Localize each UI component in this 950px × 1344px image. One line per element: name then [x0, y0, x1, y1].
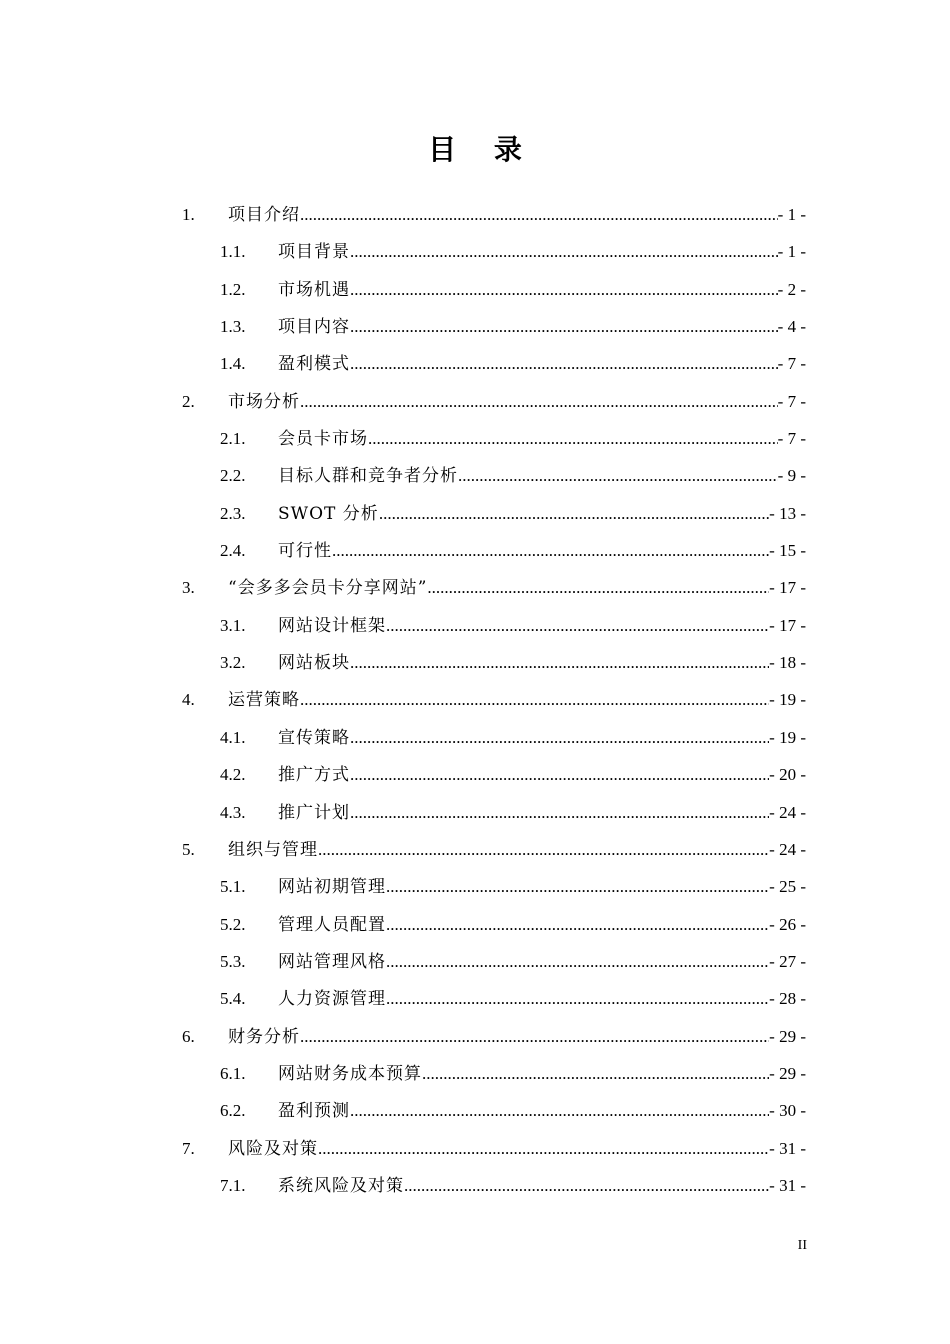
toc-dot-leader	[427, 578, 769, 598]
toc-entry-section[interactable]	[0, 1056, 950, 1093]
toc-entry-number: 5.3.	[220, 951, 246, 971]
toc-entry-title[interactable]: 推广计划	[278, 802, 350, 823]
toc-dot-leader	[368, 429, 778, 449]
toc-dot-leader	[300, 392, 778, 412]
toc-entry-page: - 19 -	[769, 690, 806, 710]
toc-dot-leader	[318, 1139, 769, 1159]
toc-entry-number: 1.1.	[220, 242, 246, 262]
toc-entry-section[interactable]	[0, 272, 950, 309]
toc-entry-number: 4.2.	[220, 765, 246, 785]
toc-dot-leader	[350, 653, 769, 673]
toc-entry-page: - 24 -	[769, 839, 806, 859]
toc-entry-page: - 15 -	[769, 541, 806, 561]
toc-entry-section[interactable]	[0, 309, 950, 346]
toc-entry-line	[228, 205, 806, 225]
toc-entry-title[interactable]: 系统风险及对策	[278, 1175, 404, 1196]
toc-entry-title[interactable]: SWOT 分析	[278, 503, 379, 524]
toc-entry-page: - 24 -	[769, 802, 806, 822]
toc-dot-leader	[350, 242, 778, 262]
toc-entry-line	[278, 765, 806, 785]
toc-dot-leader	[350, 354, 778, 374]
toc-entry-page: - 28 -	[769, 989, 806, 1009]
toc-entry-line	[278, 803, 806, 823]
toc-entry-number: 2.1.	[220, 429, 246, 449]
toc-entry-title[interactable]: 风险及对策	[228, 1138, 318, 1159]
toc-entry-number: 5.4.	[220, 989, 246, 1009]
toc-entry-number: 4.3.	[220, 802, 246, 822]
toc-entry-section[interactable]	[0, 533, 950, 570]
toc-entry-title[interactable]: 盈利模式	[278, 354, 350, 375]
toc-entry-title[interactable]: 网站初期管理	[278, 877, 386, 898]
toc-entry-title[interactable]: 市场机遇	[278, 279, 350, 300]
toc-entry-chapter[interactable]	[0, 384, 950, 421]
toc-entry-page: - 4 -	[777, 317, 806, 337]
toc-entry-line	[278, 952, 806, 972]
toc-entry-section[interactable]	[0, 608, 950, 645]
toc-entry-section[interactable]	[0, 496, 950, 533]
toc-entry-page: - 13 -	[769, 503, 806, 523]
toc-entry-number: 5.	[182, 839, 195, 859]
page-title: 目 录	[428, 133, 536, 166]
toc-entry-line	[278, 504, 806, 524]
toc-entry-title[interactable]: “会多多会员卡分享网站”	[228, 578, 428, 599]
toc-entry-title[interactable]: 市场分析	[228, 391, 300, 412]
toc-entry-line	[278, 1101, 806, 1121]
toc-entry-title[interactable]: 项目内容	[278, 317, 350, 338]
toc-dot-leader	[300, 1027, 769, 1047]
toc-entry-number: 7.	[182, 1138, 195, 1158]
toc-entry-chapter[interactable]	[0, 1019, 950, 1056]
toc-entry-title[interactable]: 组织与管理	[228, 839, 318, 860]
toc-entry-title[interactable]: 推广方式	[278, 765, 350, 786]
toc-entry-page: - 30 -	[769, 1101, 806, 1121]
toc-entry-line	[278, 1064, 806, 1084]
toc-entry-title[interactable]: 盈利预测	[278, 1101, 350, 1122]
toc-entry-number: 1.	[182, 205, 195, 224]
toc-entry-page: - 7 -	[777, 429, 806, 449]
toc-entry-title[interactable]: 可行性	[278, 541, 332, 562]
toc-entry-chapter[interactable]	[0, 197, 950, 234]
toc-entry-line	[278, 429, 806, 449]
toc-entry-section[interactable]	[0, 981, 950, 1018]
toc-entry-section[interactable]	[0, 421, 950, 458]
toc-entry-number: 7.1.	[220, 1175, 246, 1195]
toc-dot-leader	[458, 466, 778, 486]
toc-entry-chapter[interactable]	[0, 570, 950, 607]
page-number: II	[797, 1238, 807, 1253]
toc-dot-leader	[350, 728, 769, 748]
toc-dot-leader	[300, 205, 778, 225]
toc-entry-title[interactable]: 会员卡市场	[278, 429, 368, 450]
toc-entry-number: 4.	[182, 690, 195, 710]
toc-entry-number: 5.2.	[220, 914, 246, 934]
toc-entry-section[interactable]	[0, 869, 950, 906]
toc-entry-section[interactable]	[0, 757, 950, 794]
toc-entry-page: - 29 -	[769, 1026, 806, 1046]
toc-entry-page: - 2 -	[777, 279, 806, 299]
toc-entry-line	[278, 616, 806, 636]
toc-entry-chapter[interactable]	[0, 832, 950, 869]
toc-dot-leader	[386, 616, 769, 636]
toc-dot-leader	[386, 877, 769, 897]
toc-entry-chapter[interactable]	[0, 1131, 950, 1168]
toc-dot-leader	[350, 280, 778, 300]
toc-entry-line	[228, 1027, 806, 1047]
toc-entry-section[interactable]	[0, 1093, 950, 1130]
table-of-contents	[0, 197, 950, 1205]
toc-entry-line	[228, 840, 806, 860]
toc-entry-page: - 19 -	[769, 727, 806, 747]
toc-dot-leader	[386, 915, 769, 935]
toc-entry-number: 6.1.	[220, 1063, 246, 1083]
toc-entry-page: - 27 -	[769, 951, 806, 971]
toc-entry-page: - 1 -	[777, 205, 806, 224]
toc-entry-number: 2.4.	[220, 541, 246, 561]
toc-entry-line	[278, 877, 806, 897]
toc-entry-page: - 17 -	[769, 578, 806, 598]
toc-entry-line	[228, 392, 806, 412]
toc-dot-leader	[379, 504, 769, 524]
toc-entry-line	[228, 690, 806, 710]
toc-dot-leader	[350, 317, 778, 337]
toc-entry-section[interactable]	[0, 907, 950, 944]
toc-entry-page: - 18 -	[769, 653, 806, 673]
toc-entry-title[interactable]: 宣传策略	[278, 727, 350, 748]
toc-entry-title[interactable]: 网站板块	[278, 653, 350, 674]
toc-entry-title[interactable]: 项目背景	[278, 242, 350, 263]
toc-entry-title[interactable]: 人力资源管理	[278, 989, 386, 1010]
toc-entry-title[interactable]: 目标人群和竞争者分析	[278, 466, 458, 487]
toc-dot-leader	[332, 541, 769, 561]
toc-entry-page: - 9 -	[777, 466, 806, 486]
toc-entry-line	[278, 242, 806, 262]
toc-entry-title[interactable]: 网站财务成本预算	[278, 1063, 422, 1084]
toc-entry-number: 2.3.	[220, 503, 246, 523]
toc-entry-page: - 20 -	[769, 765, 806, 785]
toc-entry-page: - 26 -	[769, 914, 806, 934]
toc-entry-line	[278, 466, 806, 486]
toc-entry-page: - 25 -	[769, 877, 806, 897]
toc-entry-number: 1.2.	[220, 279, 246, 299]
toc-entry-line	[228, 1139, 806, 1159]
toc-entry-title[interactable]: 项目介绍	[228, 205, 300, 225]
toc-entry-number: 3.2.	[220, 653, 246, 673]
toc-dot-leader	[350, 765, 769, 785]
toc-entry-number: 5.1.	[220, 877, 246, 897]
toc-entry-number: 4.1.	[220, 727, 246, 747]
toc-entry-line	[278, 280, 806, 300]
toc-entry-line	[278, 1176, 806, 1196]
toc-dot-leader	[350, 803, 769, 823]
toc-entry-section[interactable]	[0, 645, 950, 682]
toc-dot-leader	[386, 989, 769, 1009]
toc-entry-page: - 29 -	[769, 1063, 806, 1083]
toc-entry-number: 6.2.	[220, 1101, 246, 1121]
toc-entry-line	[278, 915, 806, 935]
toc-entry-title[interactable]: 财务分析	[228, 1026, 300, 1047]
toc-entry-section[interactable]	[0, 795, 950, 832]
toc-entry-line	[278, 728, 806, 748]
toc-dot-leader	[318, 840, 769, 860]
toc-entry-title[interactable]: 运营策略	[228, 690, 300, 711]
toc-entry-line	[278, 354, 806, 374]
toc-entry-number: 6.	[182, 1026, 195, 1046]
toc-entry-number: 1.4.	[220, 354, 246, 374]
toc-dot-leader	[386, 952, 769, 972]
toc-entry-number: 2.2.	[220, 466, 246, 486]
toc-entry-section[interactable]	[0, 1168, 950, 1205]
toc-entry-section[interactable]	[0, 458, 950, 495]
toc-entry-page: - 1 -	[777, 242, 806, 262]
toc-entry-chapter[interactable]	[0, 682, 950, 719]
toc-dot-leader	[422, 1064, 769, 1084]
toc-dot-leader	[300, 690, 769, 710]
toc-dot-leader	[350, 1101, 769, 1121]
toc-entry-section[interactable]	[0, 944, 950, 981]
toc-entry-line	[278, 989, 806, 1009]
toc-entry-line	[278, 653, 806, 673]
toc-entry-line	[278, 317, 806, 337]
toc-entry-number: 2.	[182, 391, 195, 411]
toc-entry-page: - 17 -	[769, 615, 806, 635]
toc-entry-line	[278, 541, 806, 561]
toc-entry-page: - 31 -	[769, 1175, 806, 1195]
toc-entry-number: 3.	[182, 578, 195, 598]
toc-entry-page: - 31 -	[769, 1138, 806, 1158]
toc-entry-title[interactable]: 管理人员配置	[278, 914, 386, 935]
toc-entry-title[interactable]: 网站设计框架	[278, 615, 386, 636]
toc-dot-leader	[404, 1176, 769, 1196]
toc-entry-section[interactable]	[0, 346, 950, 383]
toc-entry-title[interactable]: 网站管理风格	[278, 951, 386, 972]
toc-entry-line	[228, 578, 806, 598]
toc-entry-page: - 7 -	[777, 391, 806, 411]
toc-entry-number: 3.1.	[220, 615, 246, 635]
toc-entry-section[interactable]	[0, 720, 950, 757]
toc-entry-page: - 7 -	[777, 354, 806, 374]
toc-entry-section[interactable]	[0, 234, 950, 271]
toc-entry-number: 1.3.	[220, 317, 246, 337]
